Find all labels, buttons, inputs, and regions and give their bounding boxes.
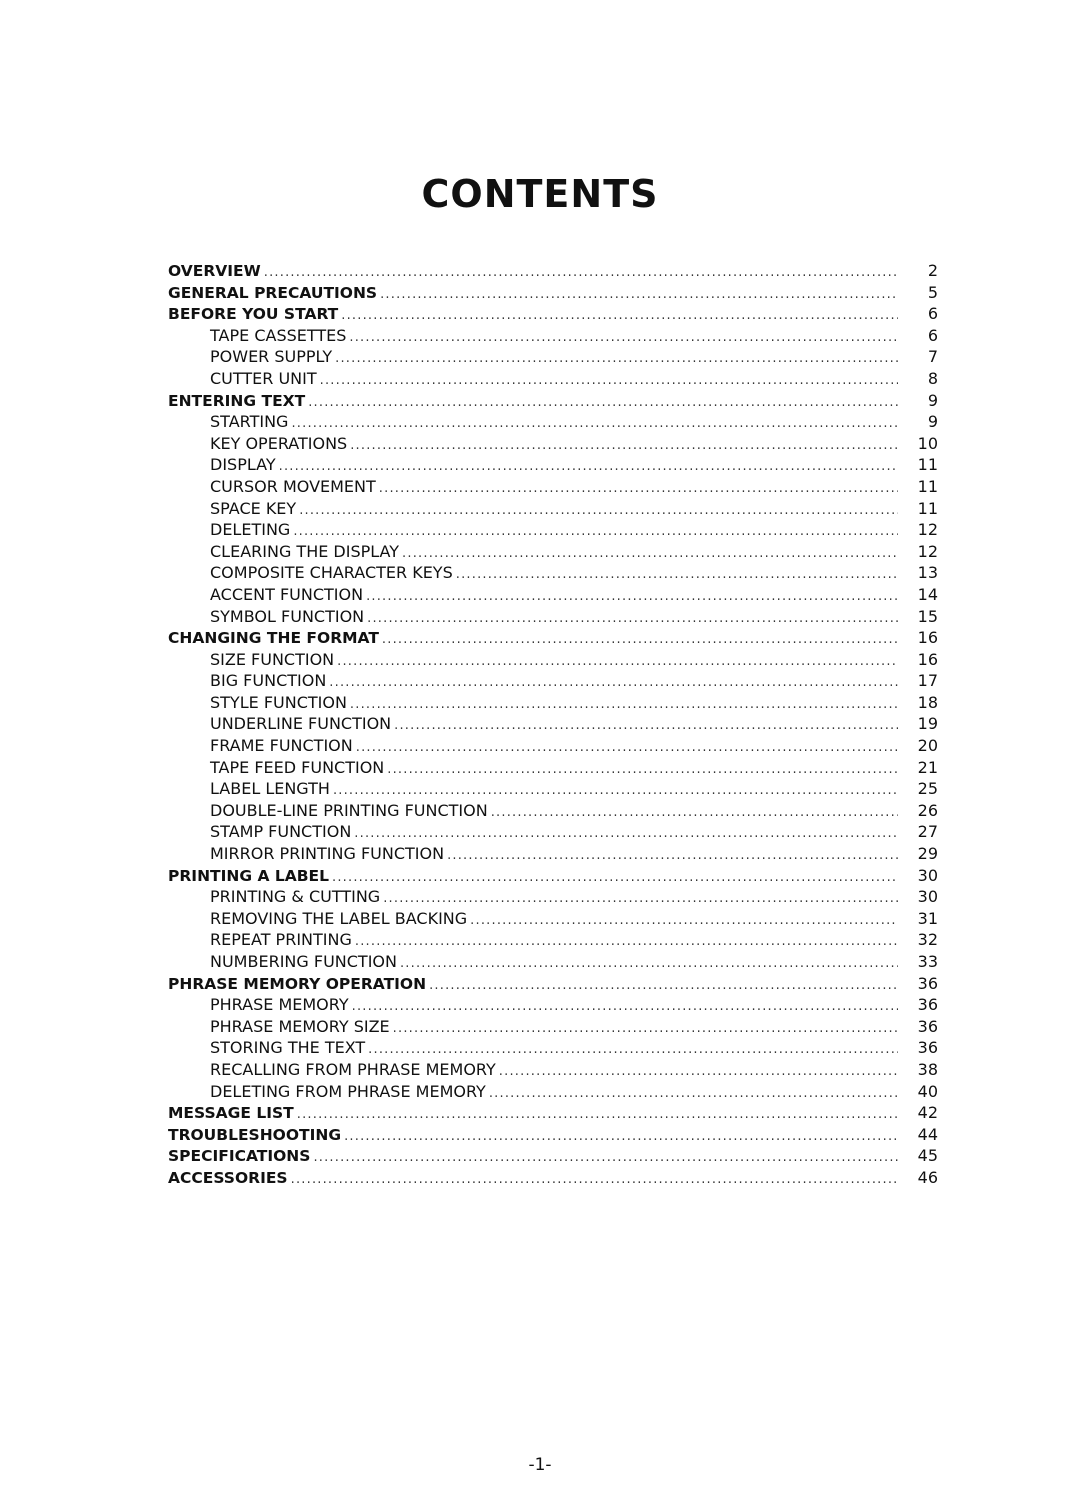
- dot-leader: [379, 478, 898, 500]
- toc-entry-page: 16: [917, 649, 938, 669]
- dot-leader: [297, 1104, 898, 1126]
- toc-entry-page: 12: [917, 541, 938, 561]
- toc-entry-page: 29: [917, 844, 938, 864]
- toc-subsection-entry: [168, 670, 938, 692]
- toc-entry-page: 33: [917, 952, 938, 971]
- toc-entry-page: 11: [917, 455, 938, 475]
- toc-entry-page: 26: [917, 800, 938, 820]
- dot-leader: [352, 996, 898, 1018]
- toc-entry-page: 18: [917, 692, 938, 712]
- toc-entry-page: 16: [917, 628, 938, 648]
- toc-entry-page: 36: [917, 995, 938, 1015]
- toc-subsection-entry: [168, 929, 938, 951]
- dot-leader: [320, 370, 898, 392]
- toc-entry-label: GENERAL PRECAUTIONS: [168, 283, 378, 302]
- dot-leader: [400, 953, 898, 975]
- toc-subsection-entry: [168, 994, 938, 1016]
- dot-leader: [341, 305, 898, 327]
- dot-leader: [355, 931, 898, 953]
- toc-section-entry: [168, 260, 938, 282]
- toc-subsection-entry: [168, 476, 938, 498]
- toc-entry-page: 8: [927, 368, 938, 388]
- toc-subsection-entry: [168, 757, 938, 779]
- toc-section-entry: [168, 865, 938, 887]
- toc-section-entry: [168, 627, 938, 649]
- toc-section-entry: [168, 390, 938, 412]
- toc-entry-page: 15: [917, 606, 938, 626]
- toc-subsection-entry: [168, 649, 938, 671]
- dot-leader: [447, 845, 898, 867]
- toc-entry-page: 11: [917, 476, 938, 496]
- toc-entry-label: PHRASE MEMORY OPERATION: [168, 974, 427, 993]
- toc-entry-label: DOUBLE-LINE PRINTING FUNCTION: [210, 800, 488, 820]
- toc-entry-page: 5: [927, 282, 938, 302]
- toc-entry-page: 7: [927, 347, 938, 367]
- dot-leader: [329, 672, 898, 694]
- toc-entry-label: POWER SUPPLY: [210, 347, 333, 367]
- toc-subsection-entry: [168, 692, 938, 714]
- toc-entry-label: FRAME FUNCTION: [210, 736, 353, 756]
- toc-entry-page: 14: [917, 584, 938, 604]
- dot-leader: [470, 910, 898, 932]
- toc-entry-page: 42: [917, 1103, 938, 1123]
- toc-subsection-entry: [168, 454, 938, 476]
- toc-entry-page: 9: [927, 390, 938, 410]
- toc-entry-label: UNDERLINE FUNCTION: [210, 714, 392, 734]
- dot-leader: [279, 456, 898, 478]
- toc-entry-label: MESSAGE LIST: [168, 1104, 294, 1123]
- dot-leader: [293, 521, 898, 543]
- dot-leader: [499, 1061, 898, 1083]
- toc-subsection-entry: [168, 584, 938, 606]
- toc-entry-page: 10: [917, 433, 938, 453]
- toc-subsection-entry: [168, 1037, 938, 1059]
- toc-entry-page: 21: [917, 757, 938, 777]
- dot-leader: [380, 284, 898, 306]
- toc-entry-label: DISPLAY: [210, 455, 276, 475]
- toc-entry-page: 46: [917, 1167, 938, 1187]
- dot-leader: [291, 1169, 898, 1191]
- dot-leader: [456, 564, 898, 586]
- toc-entry-page: 6: [927, 325, 938, 345]
- toc-entry-page: 36: [917, 973, 938, 993]
- table-of-contents: [168, 260, 938, 1189]
- toc-entry-label: SPACE KEY: [210, 498, 297, 518]
- toc-subsection-entry: [168, 541, 938, 563]
- dot-leader: [344, 1126, 898, 1148]
- toc-subsection-entry: [168, 886, 938, 908]
- toc-entry-label: DELETING: [210, 520, 291, 540]
- dot-leader: [291, 413, 898, 435]
- toc-entry-page: 9: [927, 412, 938, 432]
- toc-section-entry: [168, 973, 938, 995]
- toc-subsection-entry: [168, 778, 938, 800]
- toc-entry-label: ACCENT FUNCTION: [210, 584, 364, 604]
- dot-leader: [354, 823, 898, 845]
- toc-subsection-entry: [168, 433, 938, 455]
- dot-leader: [489, 1083, 898, 1105]
- dot-leader: [383, 888, 898, 910]
- toc-entry-page: 20: [917, 736, 938, 756]
- dot-leader: [366, 586, 898, 608]
- page-title: CONTENTS: [421, 172, 659, 216]
- toc-entry-page: 6: [927, 304, 938, 324]
- toc-subsection-entry: [168, 908, 938, 930]
- dot-leader: [308, 392, 898, 414]
- dot-leader: [393, 1018, 898, 1040]
- toc-entry-label: CURSOR MOVEMENT: [210, 476, 376, 496]
- toc-entry-label: BIG FUNCTION: [210, 671, 327, 691]
- dot-leader: [264, 262, 898, 284]
- toc-subsection-entry: [168, 606, 938, 628]
- toc-entry-page: 27: [917, 822, 938, 842]
- toc-section-entry: [168, 1124, 938, 1146]
- dot-leader: [402, 543, 898, 565]
- toc-subsection-entry: [168, 843, 938, 865]
- toc-section-entry: [168, 1102, 938, 1124]
- dot-leader: [387, 759, 898, 781]
- dot-leader: [350, 694, 898, 716]
- toc-entry-label: STYLE FUNCTION: [210, 692, 347, 712]
- toc-entry-label: MIRROR PRINTING FUNCTION: [210, 844, 445, 864]
- dot-leader: [337, 651, 898, 673]
- toc-entry-label: LABEL LENGTH: [210, 779, 330, 799]
- toc-entry-page: 40: [917, 1081, 938, 1101]
- toc-section-entry: [168, 1145, 938, 1167]
- toc-entry-label: TAPE FEED FUNCTION: [210, 757, 385, 777]
- dot-leader: [332, 867, 898, 889]
- toc-subsection-entry: [168, 519, 938, 541]
- toc-entry-label: ACCESSORIES: [168, 1168, 288, 1187]
- toc-entry-page: 13: [917, 563, 938, 583]
- toc-entry-label: CUTTER UNIT: [210, 368, 317, 388]
- dot-leader: [368, 1039, 898, 1061]
- toc-entry-label: DELETING FROM PHRASE MEMORY: [210, 1081, 486, 1101]
- toc-entry-label: PHRASE MEMORY SIZE: [210, 1016, 390, 1036]
- toc-entry-page: 30: [917, 887, 938, 907]
- toc-entry-label: RECALLING FROM PHRASE MEMORY: [210, 1059, 496, 1079]
- dot-leader: [349, 327, 898, 349]
- toc-entry-label: STARTING: [210, 412, 289, 432]
- toc-entry-page: 32: [917, 930, 938, 950]
- toc-subsection-entry: [168, 735, 938, 757]
- toc-subsection-entry: [168, 821, 938, 843]
- toc-section-entry: [168, 1167, 938, 1189]
- dot-leader: [491, 802, 898, 824]
- toc-subsection-entry: [168, 346, 938, 368]
- toc-subsection-entry: [168, 1059, 938, 1081]
- toc-subsection-entry: [168, 951, 938, 973]
- toc-entry-label: TAPE CASSETTES: [210, 325, 347, 345]
- toc-entry-page: 12: [917, 520, 938, 540]
- dot-leader: [367, 608, 898, 630]
- toc-subsection-entry: [168, 498, 938, 520]
- toc-entry-page: 31: [917, 908, 938, 928]
- dot-leader: [429, 975, 898, 997]
- toc-entry-label: CLEARING THE DISPLAY: [210, 541, 400, 561]
- toc-entry-label: SPECIFICATIONS: [168, 1147, 311, 1166]
- dot-leader: [333, 780, 898, 802]
- toc-entry-label: REPEAT PRINTING: [210, 930, 352, 950]
- toc-entry-page: 44: [917, 1124, 938, 1144]
- dot-leader: [299, 500, 898, 522]
- toc-entry-page: 11: [917, 498, 938, 518]
- toc-entry-label: PRINTING A LABEL: [168, 866, 330, 885]
- dot-leader: [382, 629, 898, 651]
- dot-leader: [350, 435, 898, 457]
- toc-entry-label: KEY OPERATIONS: [210, 433, 348, 453]
- toc-entry-label: SYMBOL FUNCTION: [210, 606, 365, 626]
- dot-leader: [394, 715, 898, 737]
- toc-entry-label: OVERVIEW: [168, 262, 261, 280]
- toc-subsection-entry: [168, 368, 938, 390]
- toc-subsection-entry: [168, 325, 938, 347]
- toc-entry-label: STAMP FUNCTION: [210, 822, 352, 842]
- toc-entry-label: PHRASE MEMORY: [210, 995, 349, 1015]
- toc-subsection-entry: [168, 800, 938, 822]
- dot-leader: [356, 737, 898, 759]
- toc-subsection-entry: [168, 713, 938, 735]
- toc-entry-page: 17: [917, 671, 938, 691]
- toc-subsection-entry: [168, 562, 938, 584]
- toc-entry-label: BEFORE YOU START: [168, 305, 339, 324]
- toc-entry-page: 2: [927, 261, 938, 280]
- toc-entry-label: REMOVING THE LABEL BACKING: [210, 908, 468, 928]
- dot-leader: [313, 1147, 898, 1169]
- toc-section-entry: [168, 303, 938, 325]
- dot-leader: [335, 348, 898, 370]
- toc-entry-page: 36: [917, 1038, 938, 1058]
- toc-entry-label: COMPOSITE CHARACTER KEYS: [210, 563, 453, 583]
- toc-entry-page: 25: [917, 779, 938, 799]
- toc-entry-page: 45: [917, 1146, 938, 1166]
- page-number: -1-: [528, 1455, 552, 1475]
- toc-entry-label: PRINTING & CUTTING: [210, 887, 381, 907]
- toc-entry-label: STORING THE TEXT: [210, 1038, 366, 1058]
- toc-subsection-entry: [168, 1081, 938, 1103]
- toc-section-entry: [168, 282, 938, 304]
- toc-entry-page: 19: [917, 714, 938, 734]
- toc-entry-label: NUMBERING FUNCTION: [210, 952, 397, 971]
- toc-entry-label: TROUBLESHOOTING: [168, 1125, 342, 1144]
- toc-subsection-entry: [168, 1016, 938, 1038]
- toc-subsection-entry: [168, 411, 938, 433]
- toc-entry-label: ENTERING TEXT: [168, 391, 306, 410]
- toc-entry-label: SIZE FUNCTION: [210, 649, 335, 669]
- toc-entry-page: 38: [917, 1059, 938, 1079]
- toc-entry-label: CHANGING THE FORMAT: [168, 629, 379, 648]
- toc-entry-page: 30: [917, 865, 938, 885]
- toc-entry-page: 36: [917, 1016, 938, 1036]
